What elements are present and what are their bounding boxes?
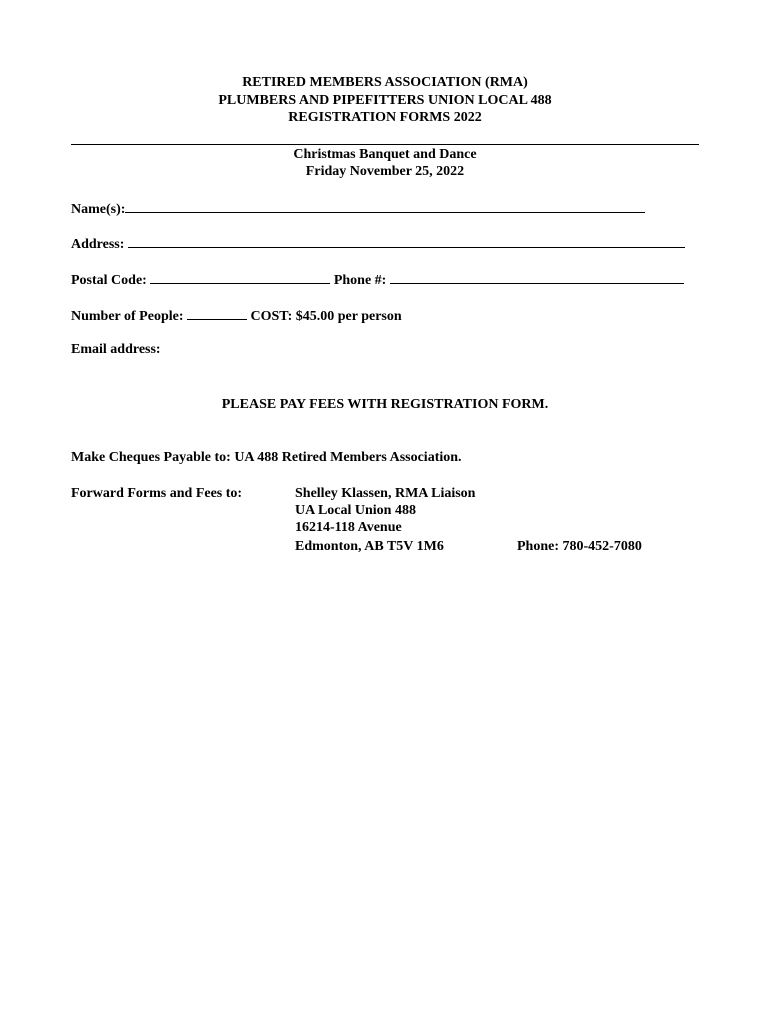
header-line-1: RETIRED MEMBERS ASSOCIATION (RMA) [242,75,528,90]
contact-street: 16214-118 Avenue [295,520,402,535]
header-line-2: PLUMBERS AND PIPEFITTERS UNION LOCAL 488 [218,93,552,108]
email-row [71,341,161,358]
number-of-people-field[interactable] [187,306,247,320]
header-divider [71,144,699,145]
names-field[interactable] [125,199,645,213]
contact-name: Shelley Klassen, RMA Liaison [295,486,476,501]
names-label: Name(s): [71,202,126,217]
phone-field[interactable] [390,270,684,284]
event-title: Christmas Banquet and Dance [293,147,477,162]
names-row [71,199,645,218]
address-field[interactable] [128,234,685,248]
payment-notice: PLEASE PAY FEES WITH REGISTRATION FORM. [221,397,549,412]
postal-code-field[interactable] [150,270,330,284]
cost-text: COST: $45.00 per person [250,309,402,324]
contact-org: UA Local Union 488 [295,503,416,518]
number-of-people-label: Number of People: [71,309,184,324]
people-cost-row [71,306,402,325]
contact-phone: Phone: 780-452-7080 [517,539,642,554]
email-label: Email address: [71,342,161,357]
address-label: Address: [71,237,125,252]
address-row [71,234,685,253]
event-date: Friday November 25, 2022 [305,164,465,179]
phone-label: Phone #: [333,273,387,288]
postal-phone-row [71,270,684,289]
postal-code-label: Postal Code: [71,273,147,288]
contact-city: Edmonton, AB T5V 1M6 [295,539,444,554]
cheques-payable-text: Make Cheques Payable to: UA 488 Retired Members Association. [71,450,462,465]
header-line-3: REGISTRATION FORMS 2022 [288,110,482,125]
forward-label: Forward Forms and Fees to: [71,486,243,501]
